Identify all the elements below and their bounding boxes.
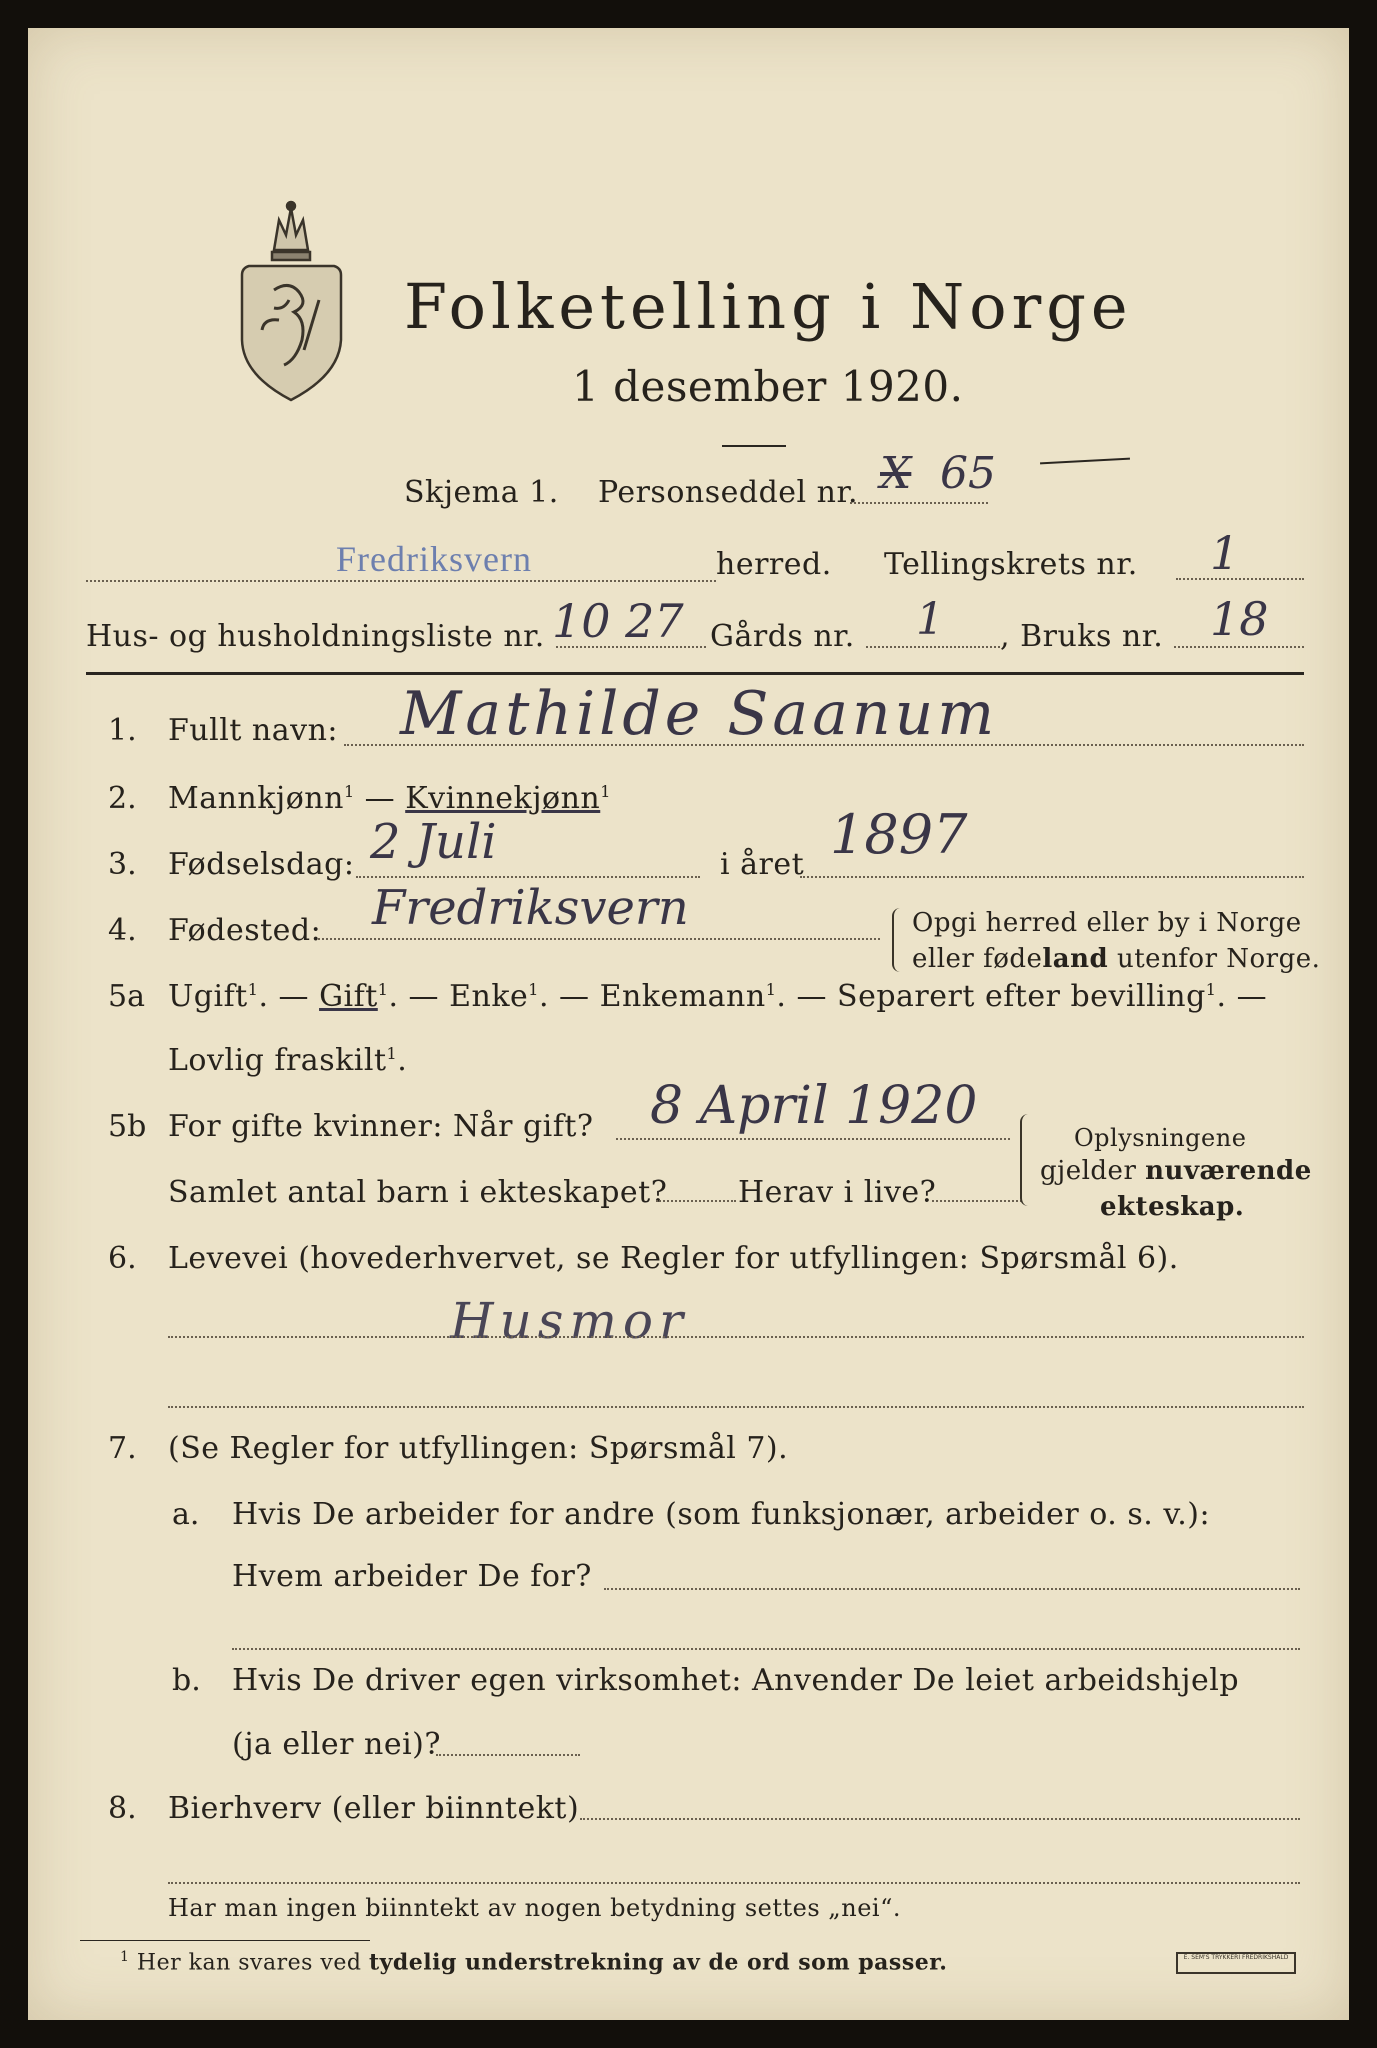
form-date: 1 desember 1920. xyxy=(572,362,964,411)
q5a-gift-sup: 1 xyxy=(377,980,389,999)
q5a-enke: Enke xyxy=(449,979,529,1014)
q3-year-value: 1897 xyxy=(830,803,968,866)
q5b-barn-label: Samlet antal barn i ekteskapet? xyxy=(168,1175,668,1210)
q5b-note-1: Oplysningene xyxy=(1074,1124,1247,1152)
q8-label: Bierhverv (eller biinntekt) xyxy=(168,1791,580,1826)
q5a-dash-5: — xyxy=(1226,979,1268,1014)
tellingskrets-label: Tellingskrets nr. xyxy=(884,547,1138,582)
q4-number: 4. xyxy=(108,913,137,948)
footnote-a: Her kan svares ved xyxy=(136,1950,369,1976)
q5a-fraskilt: Lovlig fraskilt xyxy=(168,1043,387,1078)
q2-sep: — xyxy=(354,781,406,816)
form-title: Folketelling i Norge xyxy=(404,270,1133,343)
personseddel-value: 65 xyxy=(940,448,996,499)
hus-label: Hus- og husholdningsliste nr. xyxy=(86,619,545,654)
q7b-label: Hvis De driver egen virksomhet: Anvender De leiet arbeidshjelp xyxy=(232,1663,1240,1698)
q3-label: Fødselsdag: xyxy=(168,847,355,882)
gards-line xyxy=(866,646,1000,648)
q8-line-1 xyxy=(580,1818,1300,1820)
q5b-note-2b: nuværende xyxy=(1145,1156,1312,1186)
printer-mark: E. SEM'S TRYKKERI FREDRIKSHALD xyxy=(1176,1952,1296,1974)
q2-male: Mannkjønn xyxy=(168,781,344,816)
q3-value: 2 Juli xyxy=(370,814,497,870)
footnote-b: tydelig understrekning av de ord som passer. xyxy=(368,1949,948,1976)
footnote-number: 1 xyxy=(120,1949,130,1965)
q5a-number: 5a xyxy=(108,979,145,1014)
q5a-dash-1: — xyxy=(268,979,320,1014)
q5a-enkemann: Enkemann xyxy=(599,979,766,1014)
q7b-line xyxy=(436,1754,580,1756)
gards-value: 1 xyxy=(916,594,944,645)
q2-options xyxy=(168,781,611,816)
bruks-label: , Bruks nr. xyxy=(1000,619,1164,654)
q6-line-1 xyxy=(168,1336,1304,1338)
q5b-brace xyxy=(1020,1114,1030,1206)
q3-number: 3. xyxy=(108,847,137,882)
q4-label: Fødested: xyxy=(168,913,322,948)
q5a-dot-4: . xyxy=(776,979,787,1014)
q5a-dot-3: . xyxy=(538,979,549,1014)
q2-male-sup: 1 xyxy=(343,782,355,801)
q5a-dot-5: . xyxy=(1216,979,1227,1014)
hus-value: 10 27 xyxy=(552,594,684,648)
q5b-live-label: Herav i live? xyxy=(738,1175,937,1210)
q5a-fraskilt-line xyxy=(168,1043,408,1078)
bruks-value: 18 xyxy=(1210,592,1269,646)
footnote xyxy=(120,1950,947,1974)
personseddel-label: Personseddel nr. xyxy=(598,475,859,510)
q7-number: 7. xyxy=(108,1431,137,1466)
q8-number: 8. xyxy=(108,1791,137,1826)
q7a-line-1 xyxy=(604,1588,1300,1590)
q4-note-2b: land xyxy=(1042,944,1109,974)
personseddel-line xyxy=(850,502,988,504)
q5a-dot-6: . xyxy=(397,1043,408,1078)
q5a-dot-1: . xyxy=(258,979,269,1014)
q5a-dot-2: . xyxy=(388,979,399,1014)
footnote-rule xyxy=(80,1940,370,1941)
q5a-ugift: Ugift xyxy=(168,979,248,1014)
q5b-note-2 xyxy=(1040,1158,1312,1184)
q6-label: Levevei (hovederhvervet, se Regler for utfyllingen: Spørsmål 6). xyxy=(168,1241,1179,1276)
q7a-label: Hvis De arbeider for andre (som funksjonær, arbeider o. s. v.): xyxy=(232,1497,1211,1532)
q6-value: Husmor xyxy=(450,1292,689,1350)
q5a-separert-sup: 1 xyxy=(1205,980,1217,999)
tellingskrets-line xyxy=(1176,578,1304,580)
q7b-question: (ja eller nei)? xyxy=(232,1727,441,1762)
bruks-line xyxy=(1174,646,1304,648)
q4-note-2c: utenfor Norge. xyxy=(1108,944,1321,974)
q1-number: 1. xyxy=(108,713,137,748)
q1-label: Fullt navn: xyxy=(168,713,339,748)
q2-female: Kvinnekjønn xyxy=(405,781,601,816)
herred-stamp: Fredriksvern xyxy=(336,539,532,579)
q5a-dash-4: — xyxy=(786,979,838,1014)
q4-line xyxy=(318,938,880,940)
q5b-barn-line xyxy=(656,1200,736,1202)
skjema-label: Skjema 1. xyxy=(404,475,559,510)
header-separator xyxy=(86,672,1304,675)
q5a-gift: Gift xyxy=(319,979,378,1014)
herred-label: herred. xyxy=(716,547,832,582)
q4-note-2 xyxy=(912,946,1320,972)
gards-label: Gårds nr. xyxy=(710,619,855,654)
q4-brace xyxy=(892,908,900,972)
q7a-line-2 xyxy=(232,1648,1300,1650)
q3-year-label: i året xyxy=(720,847,805,882)
q5a-enkemann-sup: 1 xyxy=(765,980,777,999)
q4-note-2a: eller føde xyxy=(912,944,1043,974)
q4-note-1: Opgi herred eller by i Norge xyxy=(912,908,1302,938)
q5b-line xyxy=(616,1138,1010,1140)
herred-line xyxy=(86,580,716,582)
q3-line xyxy=(356,876,700,878)
q5a-enke-sup: 1 xyxy=(528,980,539,999)
q5a-fraskilt-sup: 1 xyxy=(386,1044,398,1063)
q5a-ugift-sup: 1 xyxy=(247,980,259,999)
q6-line-2 xyxy=(168,1406,1304,1408)
title-rule xyxy=(722,445,786,447)
footer-note: Har man ingen biinntekt av nogen betydning settes „nei“. xyxy=(168,1894,901,1922)
q7a-number: a. xyxy=(172,1497,200,1532)
q5b-note-3: ekteskap. xyxy=(1100,1192,1245,1222)
q5a-separert: Separert efter bevilling xyxy=(837,979,1206,1014)
q5a-options xyxy=(168,979,1268,1014)
q5a-dash-3: — xyxy=(548,979,600,1014)
q7b-number: b. xyxy=(172,1663,201,1698)
q3-year-line xyxy=(800,876,1304,878)
q2-female-sup: 1 xyxy=(600,782,611,801)
q5b-label: For gifte kvinner: Når gift? xyxy=(168,1109,594,1144)
q6-number: 6. xyxy=(108,1241,137,1276)
tellingskrets-value: 1 xyxy=(1210,526,1240,580)
coat-of-arms-icon xyxy=(234,200,349,405)
q7-label: (Se Regler for utfyllingen: Spørsmål 7). xyxy=(168,1431,789,1466)
q2-number: 2. xyxy=(108,781,137,816)
personseddel-struck: X xyxy=(880,448,912,499)
q5b-live-line xyxy=(932,1200,1022,1202)
q5a-dash-2: — xyxy=(398,979,450,1014)
q5b-note-2a: gjelder xyxy=(1040,1156,1146,1186)
q5b-number: 5b xyxy=(108,1109,147,1144)
q4-value: Fredriksvern xyxy=(372,880,689,936)
q7a-question: Hvem arbeider De for? xyxy=(232,1559,592,1594)
q5b-value: 8 April 1920 xyxy=(650,1076,978,1136)
q1-value: Mathilde Saanum xyxy=(400,679,999,749)
q8-line-2 xyxy=(168,1882,1300,1884)
